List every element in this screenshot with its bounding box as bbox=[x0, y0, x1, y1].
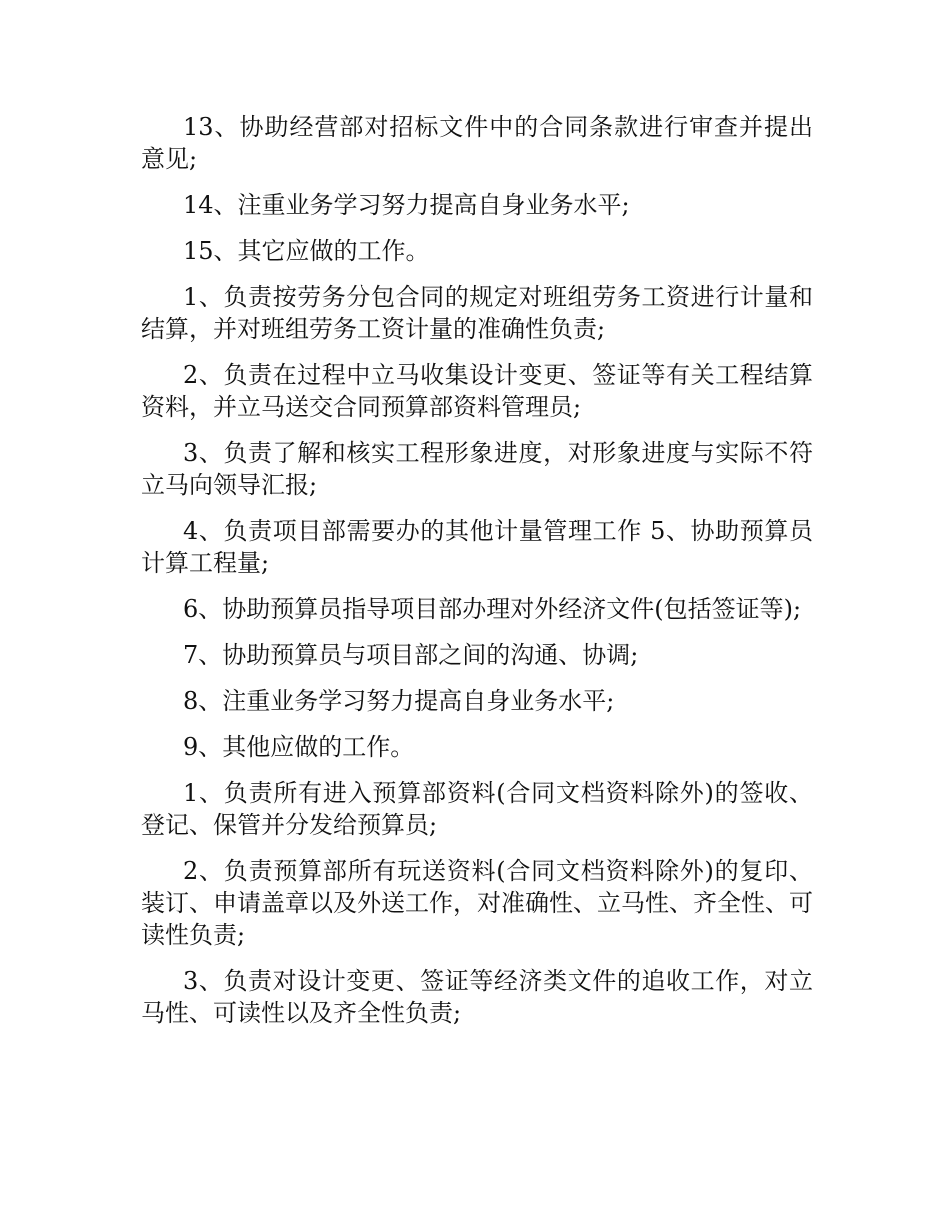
paragraph-1-receive-documents: 1、负责所有进入预算部资料(合同文档资料除外)的签收、登记、保管并分发给预算员; bbox=[141, 779, 813, 839]
paragraph-1-labor-measurement: 1、负责按劳务分包合同的规定对班组劳务工资进行计量和结算，并对班组劳务工资计量的准确性负责; bbox=[141, 283, 813, 343]
paragraph-15-other-work: 15、其它应做的工作。 bbox=[183, 237, 430, 265]
paragraph-3-collect-economic-files: 3、负责对设计变更、签证等经济类文件的追收工作，对立马性、可读性以及齐全性负责; bbox=[141, 967, 813, 1027]
paragraph-2-collect-change-docs: 2、负责在过程中立马收集设计变更、签证等有关工程结算资料，并立马送交合同预算部资料管理员; bbox=[141, 361, 813, 421]
paragraph-7-communication: 7、协助预算员与项目部之间的沟通、协调; bbox=[183, 641, 639, 669]
paragraph-14-self-study: 14、注重业务学习努力提高自身业务水平; bbox=[183, 191, 630, 219]
paragraph-4-measurement-management: 4、负责项目部需要办的其他计量管理工作 5、协助预算员计算工程量; bbox=[141, 517, 813, 577]
paragraph-9-other-work: 9、其他应做的工作。 bbox=[183, 733, 415, 761]
paragraph-3-progress-check: 3、负责了解和核实工程形象进度，对形象进度与实际不符立马向领导汇报; bbox=[141, 439, 813, 499]
paragraph-8-self-study: 8、注重业务学习努力提高自身业务水平; bbox=[183, 687, 615, 715]
paragraph-2-copy-and-send: 2、负责预算部所有玩送资料(合同文档资料除外)的复印、装订、申请盖章以及外送工作，对准确性、立马性、齐全性、可读性负责; bbox=[141, 857, 813, 949]
paragraph-13-review-contract-terms: 13、协助经营部对招标文件中的合同条款进行审查并提出意见; bbox=[141, 113, 813, 173]
document-body bbox=[141, 111, 813, 1043]
paragraph-6-external-documents: 6、协助预算员指导项目部办理对外经济文件(包括签证等); bbox=[183, 595, 802, 623]
